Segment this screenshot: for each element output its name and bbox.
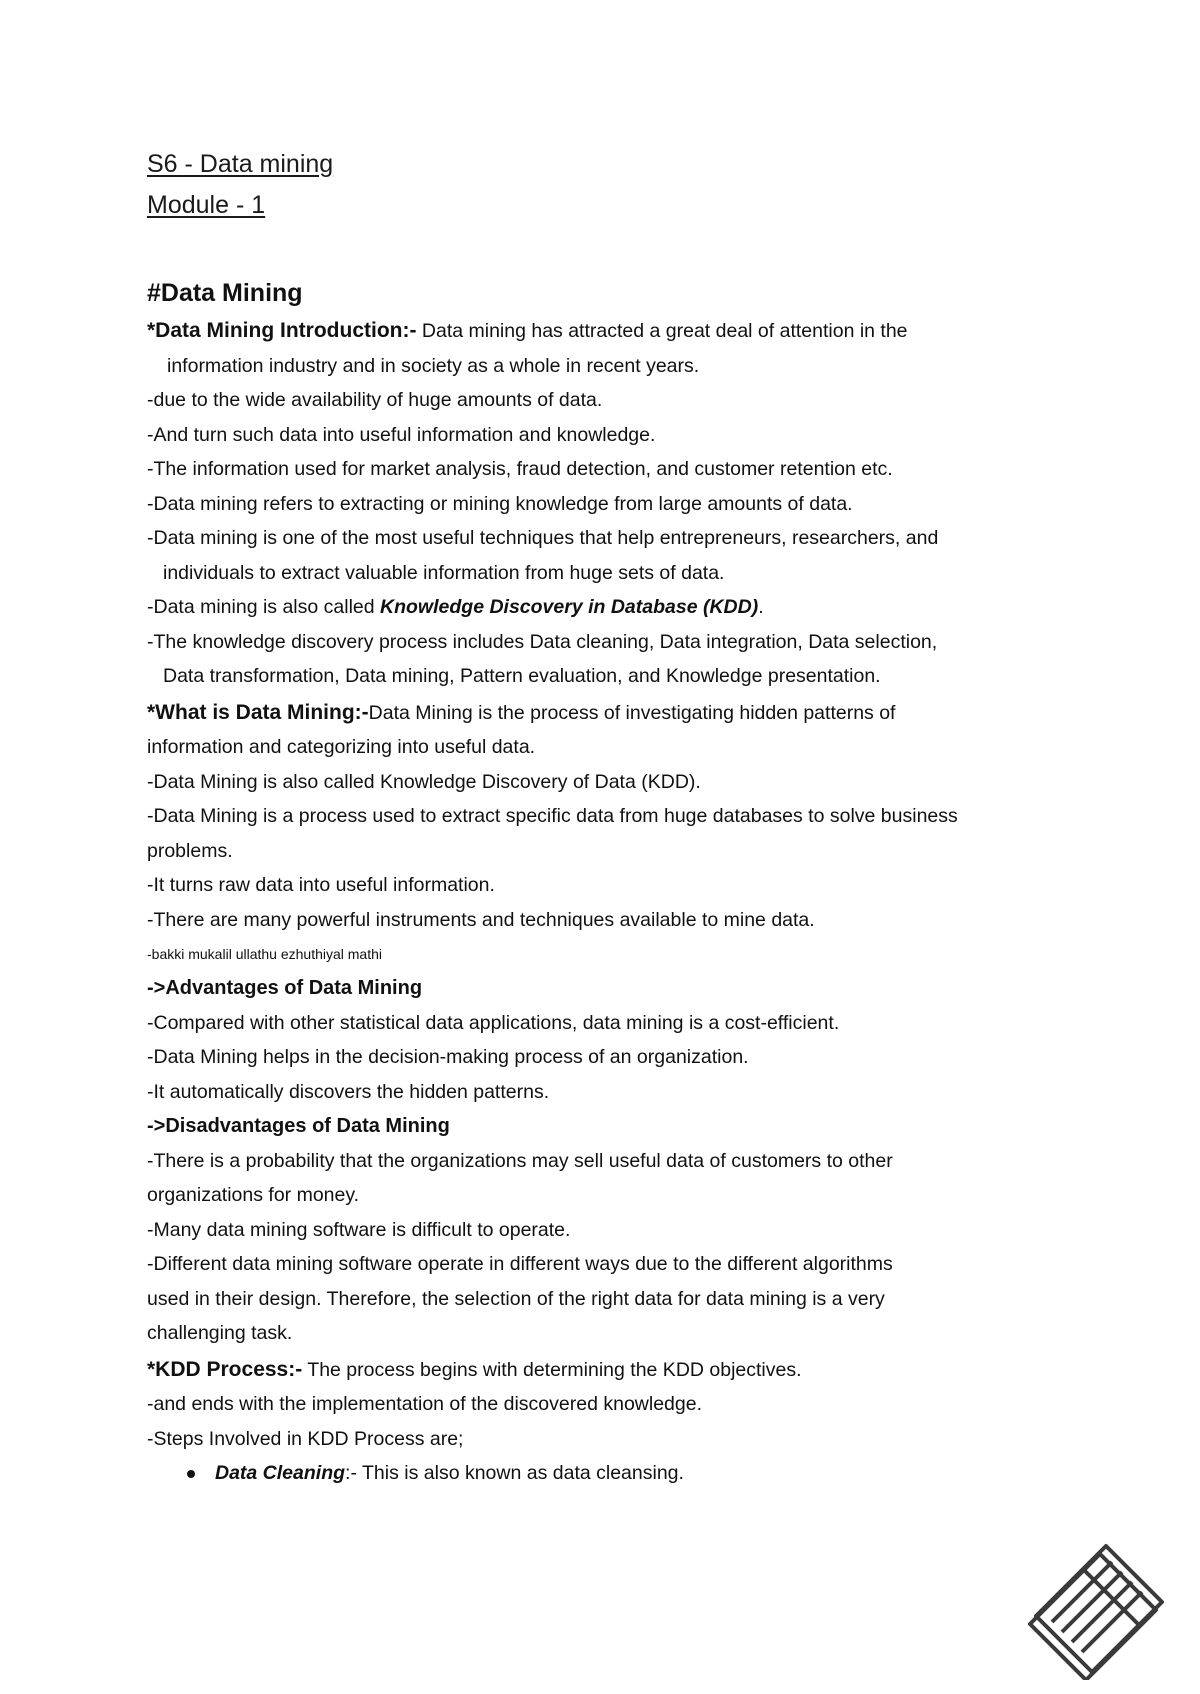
what-line-3: -Data Mining is also called Knowledge Discovery of Data (KDD). bbox=[147, 770, 701, 793]
list-item bbox=[147, 1456, 1087, 1491]
disadvantage-line-2: -Many data mining software is difficult to operate. bbox=[147, 1218, 571, 1241]
kdd-text: The process begins with determining the KDD objectives. bbox=[302, 1358, 802, 1381]
intro-line-7b: individuals to extract valuable information from huge sets of data. bbox=[163, 561, 725, 584]
intro-line bbox=[147, 314, 1087, 349]
kdd-term: Knowledge Discovery in Database (KDD) bbox=[380, 596, 759, 618]
advantages-heading: ->Advantages of Data Mining bbox=[147, 977, 423, 999]
intro-line-7a: -Data mining is one of the most useful techniques that help entrepreneurs, researchers, and bbox=[147, 527, 939, 549]
disadvantage-line-1b: organizations for money. bbox=[147, 1184, 360, 1206]
kdd-prefix: -Data mining is also called bbox=[147, 596, 381, 618]
intro-text: Data mining has attracted a great deal of attention in the bbox=[416, 320, 908, 342]
what-line-5: -It turns raw data into useful information. bbox=[147, 874, 495, 896]
bullet-icon bbox=[187, 1470, 195, 1478]
module-title: Module - 1 bbox=[147, 191, 266, 219]
what-line-6: -There are many powerful instruments and techniques available to mine data. bbox=[147, 908, 815, 931]
what-lead: *What is Data Mining:- bbox=[147, 700, 369, 724]
handwritten-note: -bakki mukalil ullathu ezhuthiyal mathi bbox=[147, 946, 382, 962]
kdd-line bbox=[147, 1353, 1087, 1388]
bullet-term: Data Cleaning bbox=[215, 1462, 346, 1484]
intro-line-5: -The information used for market analysis, fraud detection, and customer retention etc. bbox=[147, 458, 893, 480]
what-line bbox=[147, 696, 1087, 731]
intro-line-9a: -The knowledge discovery process includes Data cleaning, Data integration, Data selection, bbox=[147, 630, 938, 653]
kdd-lead: *KDD Process:- bbox=[147, 1357, 303, 1381]
intro-line-2: information industry and in society as a whole in recent years. bbox=[167, 354, 700, 377]
advantage-item: -Data Mining helps in the decision-making process of an organization. bbox=[147, 1046, 749, 1068]
intro-lead: *Data Mining Introduction:- bbox=[147, 319, 417, 342]
disadvantage-line-1a: -There is a probability that the organizations may sell useful data of customers to other bbox=[147, 1149, 893, 1172]
intro-line-8 bbox=[147, 590, 1087, 625]
kdd-suffix: . bbox=[758, 596, 764, 618]
disadvantages-heading: ->Disadvantages of Data Mining bbox=[147, 1115, 450, 1137]
kdd-line-3: -Steps Involved in KDD Process are; bbox=[147, 1427, 464, 1450]
what-line-4b: problems. bbox=[147, 839, 233, 862]
advantage-item: -Compared with other statistical data applications, data mining is a cost-efficient. bbox=[147, 1011, 840, 1034]
what-line-4a: -Data Mining is a process used to extract specific data from huge databases to solve business bbox=[147, 805, 958, 827]
document-pages-icon bbox=[1028, 1538, 1170, 1680]
bullet-desc: :- This is also known as data cleansing. bbox=[345, 1462, 684, 1484]
intro-line-6: -Data mining refers to extracting or mining knowledge from large amounts of data. bbox=[147, 492, 853, 515]
what-line-2: information and categorizing into useful data. bbox=[147, 736, 536, 758]
what-text: Data Mining is the process of investigating hidden patterns of bbox=[368, 701, 896, 724]
kdd-line-2: -and ends with the implementation of the discovered knowledge. bbox=[147, 1393, 702, 1415]
intro-line-9b: Data transformation, Data mining, Pattern evaluation, and Knowledge presentation. bbox=[163, 665, 881, 687]
document-body bbox=[147, 276, 1087, 1491]
intro-line-4: -And turn such data into useful information and knowledge. bbox=[147, 423, 656, 446]
bullet-text bbox=[185, 1462, 684, 1484]
disadvantage-line-3c: challenging task. bbox=[147, 1322, 293, 1344]
disadvantage-line-3a: -Different data mining software operate in different ways due to the different algorithms bbox=[147, 1253, 893, 1275]
intro-line-3: -due to the wide availability of huge amounts of data. bbox=[147, 389, 603, 411]
course-title: S6 - Data mining bbox=[147, 150, 334, 178]
disadvantage-line-3b: used in their design. Therefore, the selection of the right data for data mining is a very bbox=[147, 1287, 885, 1310]
advantage-item: -It automatically discovers the hidden patterns. bbox=[147, 1080, 550, 1103]
section-heading: #Data Mining bbox=[147, 279, 303, 307]
